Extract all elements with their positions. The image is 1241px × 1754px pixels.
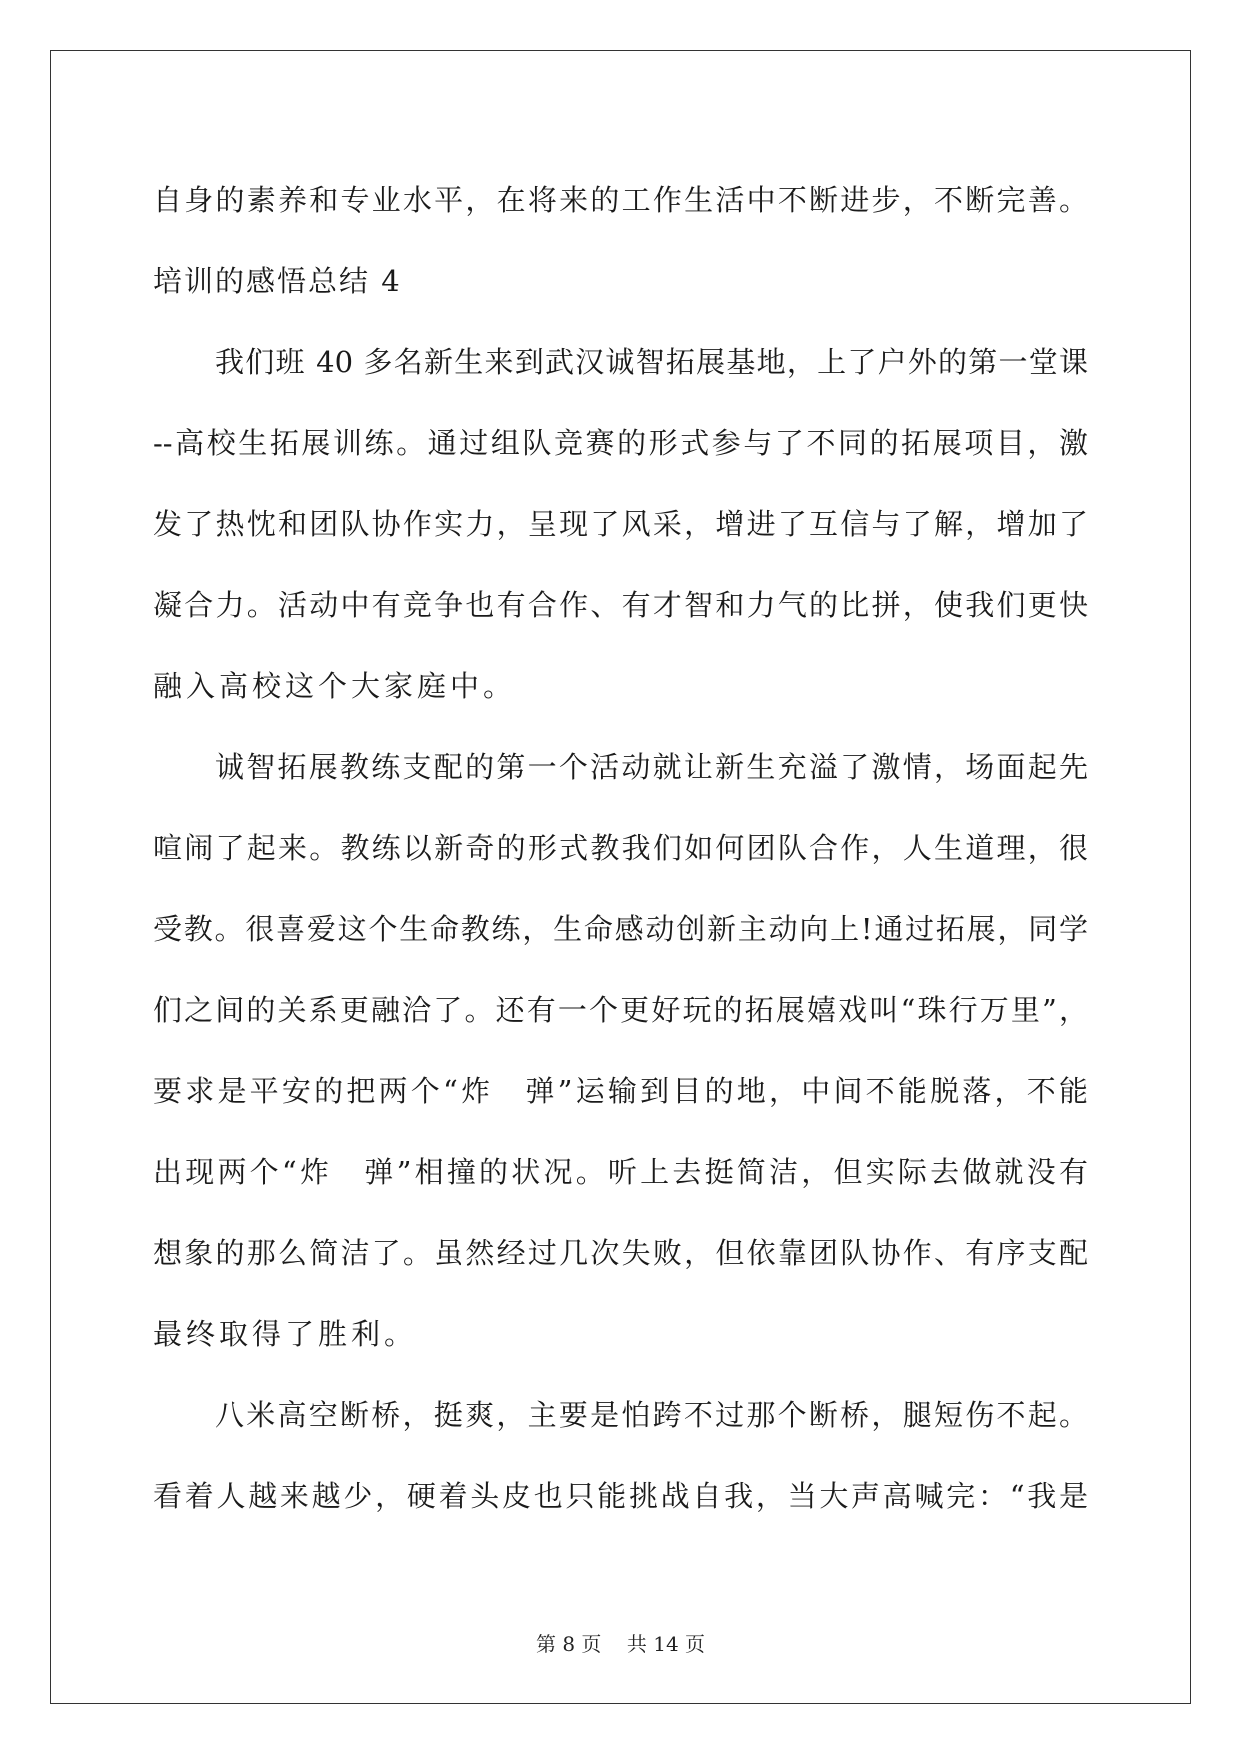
- text-line-16: 八米高空断桥，挺爽，主要是怕跨不过那个断桥，腿短伤不起。: [215, 1398, 1088, 1432]
- text-line-14: 想象的那么简洁了。虽然经过几次失败，但依靠团队协作、有序支配: [153, 1236, 1088, 1270]
- text-line-4: --高校生拓展训练。通过组队竞赛的形式参与了不同的拓展项目，激: [153, 426, 1088, 460]
- text-line-6: 凝合力。活动中有竞争也有合作、有才智和力气的比拼，使我们更快: [153, 588, 1088, 622]
- text-line-1: 自身的素养和专业水平，在将来的工作生活中不断进步，不断完善。: [153, 183, 1088, 217]
- text-line-3: 我们班 40 多名新生来到武汉诚智拓展基地，上了户外的第一堂课: [215, 345, 1088, 379]
- page-total: 共 14 页: [626, 1632, 706, 1656]
- text-line-15: 最终取得了胜利。: [153, 1317, 418, 1351]
- text-line-13: 出现两个“炸 弹”相撞的状况。听上去挺简洁，但实际去做就没有: [153, 1155, 1088, 1189]
- page-number: 第 8 页: [535, 1632, 602, 1656]
- text-line-17: 看着人越来越少，硬着头皮也只能挑战自我，当大声高喊完：“我是: [153, 1479, 1088, 1513]
- document-body: [153, 160, 1088, 1537]
- page-footer: [0, 1632, 1241, 1656]
- text-line-12: 要求是平安的把两个“炸 弹”运输到目的地，中间不能脱落，不能: [153, 1074, 1088, 1108]
- text-line-8: 诚智拓展教练支配的第一个活动就让新生充溢了激情，场面起先: [215, 750, 1088, 784]
- text-line-5: 发了热忱和团队协作实力，呈现了风采，增进了互信与了解，增加了: [153, 507, 1088, 541]
- text-line-7: 融入高校这个大家庭中。: [153, 669, 517, 703]
- section-heading: 培训的感悟总结 4: [153, 264, 402, 298]
- text-line-10: 受教。很喜爱这个生命教练，生命感动创新主动向上!通过拓展，同学: [153, 912, 1088, 946]
- footer-spacer: [601, 1632, 626, 1656]
- text-line-11: 们之间的关系更融洽了。还有一个更好玩的拓展嬉戏叫“珠行万里”，: [153, 993, 1088, 1027]
- text-line-9: 喧闹了起来。教练以新奇的形式教我们如何团队合作，人生道理，很: [153, 831, 1088, 865]
